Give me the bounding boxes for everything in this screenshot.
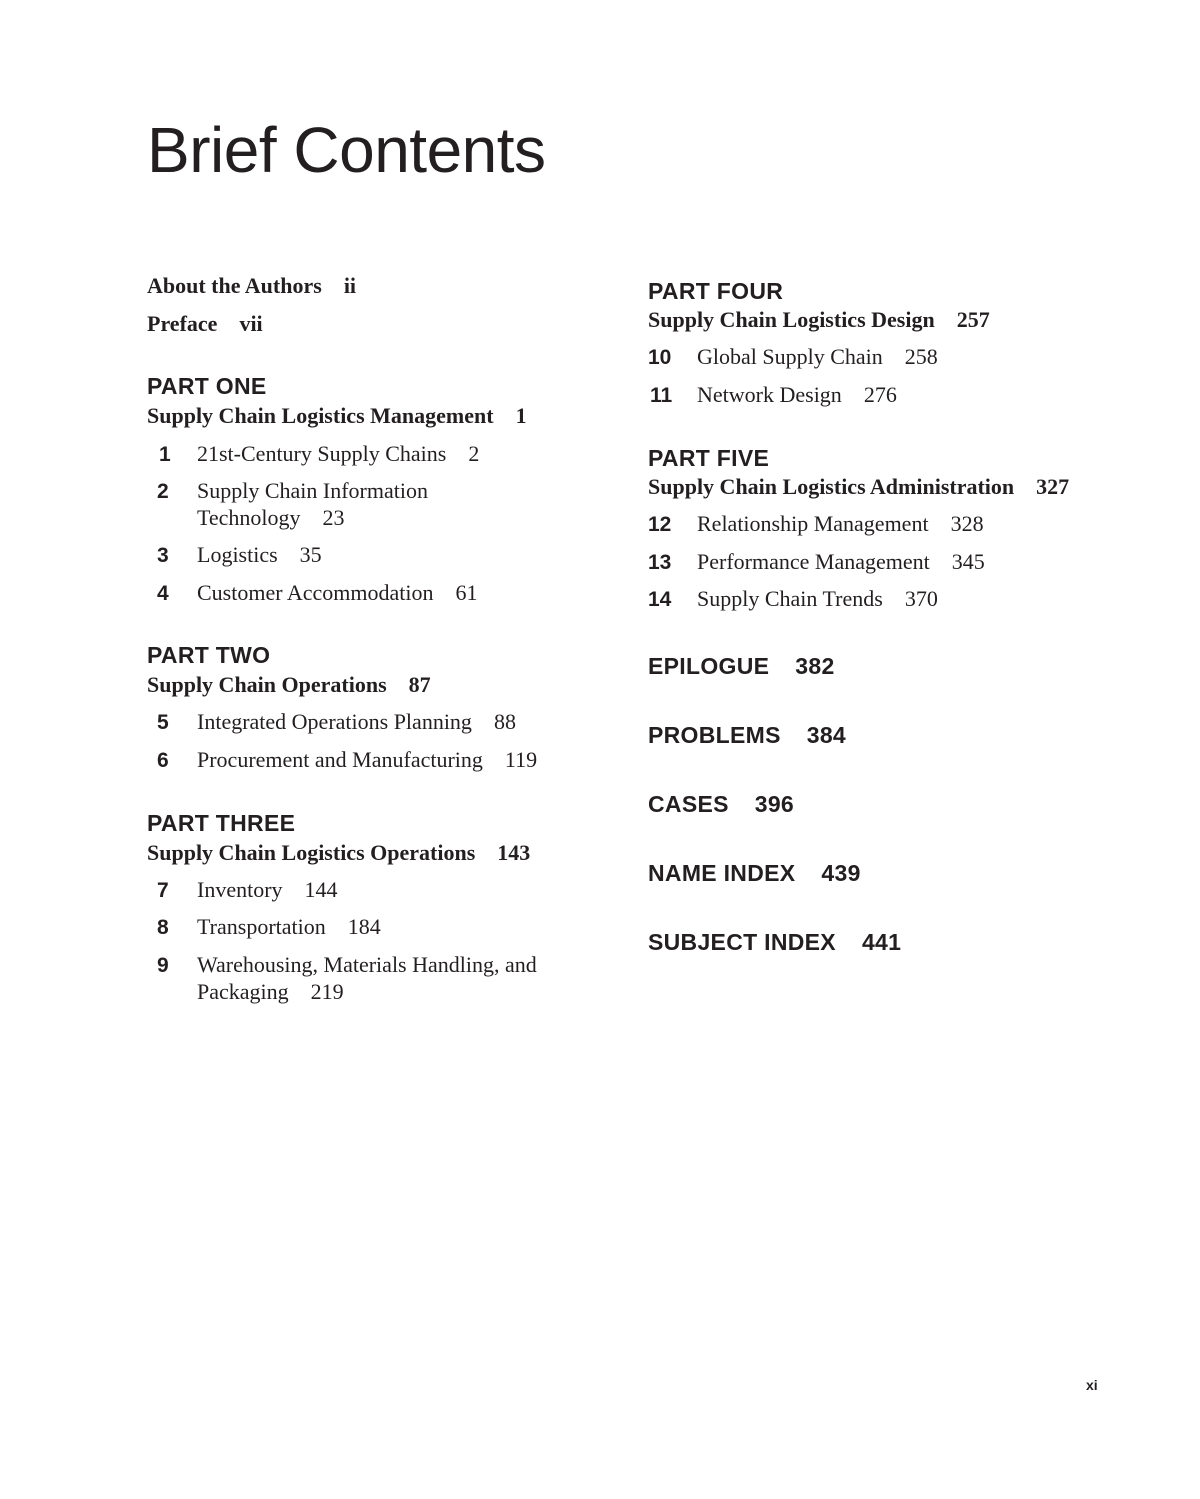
toc-chapter-7 <box>157 877 338 903</box>
entry-label: PROBLEMS <box>648 722 781 748</box>
toc-chapter-5 <box>157 709 516 735</box>
chapter-page: 88 <box>493 709 516 734</box>
chapter-page: 23 <box>322 505 345 530</box>
toc-front-about-authors <box>147 273 356 299</box>
entry-page: vii <box>239 311 263 336</box>
toc-chapter-11 <box>650 382 897 408</box>
chapter-number: 1 <box>159 443 171 466</box>
chapter-title-cont: Packaging <box>197 979 289 1004</box>
entry-label: SUBJECT INDEX <box>648 929 836 955</box>
entry-label: Preface <box>147 311 218 336</box>
chapter-number: 2 <box>157 480 169 503</box>
toc-chapter-9-cont <box>197 979 344 1005</box>
toc-chapter-2 <box>157 478 428 504</box>
chapter-number: 7 <box>157 879 169 902</box>
chapter-title: Network Design <box>697 382 842 407</box>
chapter-number: 6 <box>157 749 169 772</box>
entry-page: 382 <box>795 653 835 679</box>
part-three-label: PART THREE <box>147 810 296 836</box>
toc-chapter-9 <box>157 952 537 978</box>
chapter-page: 144 <box>304 877 338 902</box>
part-page: 143 <box>497 840 531 865</box>
toc-chapter-3 <box>157 542 322 568</box>
part-page: 327 <box>1036 474 1070 499</box>
chapter-number: 12 <box>648 513 672 536</box>
toc-back-problems <box>648 722 846 749</box>
part-four-title <box>648 307 990 333</box>
chapter-number: 13 <box>648 551 672 574</box>
part-two-title <box>147 672 431 698</box>
part-two-label: PART TWO <box>147 642 271 668</box>
chapter-number: 10 <box>648 346 672 369</box>
chapter-title: Customer Accommodation <box>197 580 434 605</box>
part-one-title <box>147 403 527 429</box>
toc-chapter-2-cont <box>197 505 345 531</box>
chapter-number: 11 <box>650 384 673 407</box>
toc-chapter-1 <box>159 441 480 467</box>
toc-back-name-index <box>648 860 861 887</box>
entry-label: NAME INDEX <box>648 860 796 886</box>
chapter-page: 184 <box>347 914 381 939</box>
part-five-label: PART FIVE <box>648 445 770 471</box>
part-one-label: PART ONE <box>147 373 267 399</box>
toc-chapter-12 <box>648 511 984 537</box>
part-title-text: Supply Chain Logistics Administration <box>648 474 1015 499</box>
toc-back-epilogue <box>648 653 835 680</box>
chapter-page: 258 <box>904 344 938 369</box>
chapter-page: 370 <box>904 586 938 611</box>
chapter-number: 8 <box>157 916 169 939</box>
chapter-number: 4 <box>157 582 169 605</box>
chapter-page: 119 <box>504 747 538 772</box>
chapter-title: Integrated Operations Planning <box>197 709 472 734</box>
chapter-title: Global Supply Chain <box>697 344 883 369</box>
part-title-text: Supply Chain Logistics Design <box>648 307 935 332</box>
part-three-title <box>147 840 530 866</box>
entry-page: 441 <box>861 929 902 955</box>
part-title-text: Supply Chain Operations <box>147 672 387 697</box>
chapter-title: Inventory <box>197 877 283 902</box>
chapter-number: 9 <box>157 954 169 977</box>
entry-page: ii <box>343 273 357 298</box>
entry-page: 384 <box>806 722 847 748</box>
entry-label: EPILOGUE <box>648 653 770 679</box>
chapter-number: 14 <box>648 588 672 611</box>
chapter-title: Transportation <box>197 914 326 939</box>
chapter-title: Procurement and Manufacturing <box>197 747 483 772</box>
chapter-title-cont: Technology <box>197 505 301 530</box>
chapter-title: Relationship Management <box>697 511 929 536</box>
chapter-page: 345 <box>951 549 985 574</box>
chapter-title: 21st-Century Supply Chains <box>197 441 447 466</box>
chapter-page: 2 <box>468 441 480 466</box>
chapter-page: 219 <box>310 979 344 1004</box>
part-four-label: PART FOUR <box>648 278 784 304</box>
chapter-number: 5 <box>157 711 169 734</box>
toc-chapter-6 <box>157 747 538 773</box>
chapter-number: 3 <box>157 544 169 567</box>
part-five-title <box>648 474 1069 500</box>
toc-chapter-8 <box>157 914 381 940</box>
part-page: 1 <box>515 403 527 428</box>
entry-label: About the Authors <box>147 273 322 298</box>
chapter-page: 328 <box>950 511 984 536</box>
chapter-title: Supply Chain Information <box>197 478 428 503</box>
toc-chapter-14 <box>648 586 938 612</box>
toc-back-subject-index <box>648 929 901 956</box>
chapter-title: Logistics <box>197 542 278 567</box>
part-page: 257 <box>956 307 990 332</box>
entry-label: CASES <box>648 791 729 817</box>
entry-page: 439 <box>821 860 861 886</box>
chapter-page: 61 <box>455 580 478 605</box>
chapter-title: Supply Chain Trends <box>697 586 883 611</box>
part-title-text: Supply Chain Logistics Management <box>147 403 494 428</box>
chapter-title: Performance Management <box>697 549 930 574</box>
part-title-text: Supply Chain Logistics Operations <box>147 840 476 865</box>
toc-chapter-4 <box>157 580 478 606</box>
toc-front-preface <box>147 311 263 337</box>
page-number: xi <box>1086 1377 1098 1393</box>
toc-back-cases <box>648 791 794 818</box>
chapter-title: Warehousing, Materials Handling, and <box>197 952 537 977</box>
part-page: 87 <box>408 672 431 697</box>
toc-chapter-10 <box>648 344 938 370</box>
chapter-page: 35 <box>299 542 322 567</box>
toc-chapter-13 <box>648 549 985 575</box>
page-title: Brief Contents <box>147 114 546 186</box>
entry-page: 396 <box>754 791 795 817</box>
chapter-page: 276 <box>863 382 897 407</box>
